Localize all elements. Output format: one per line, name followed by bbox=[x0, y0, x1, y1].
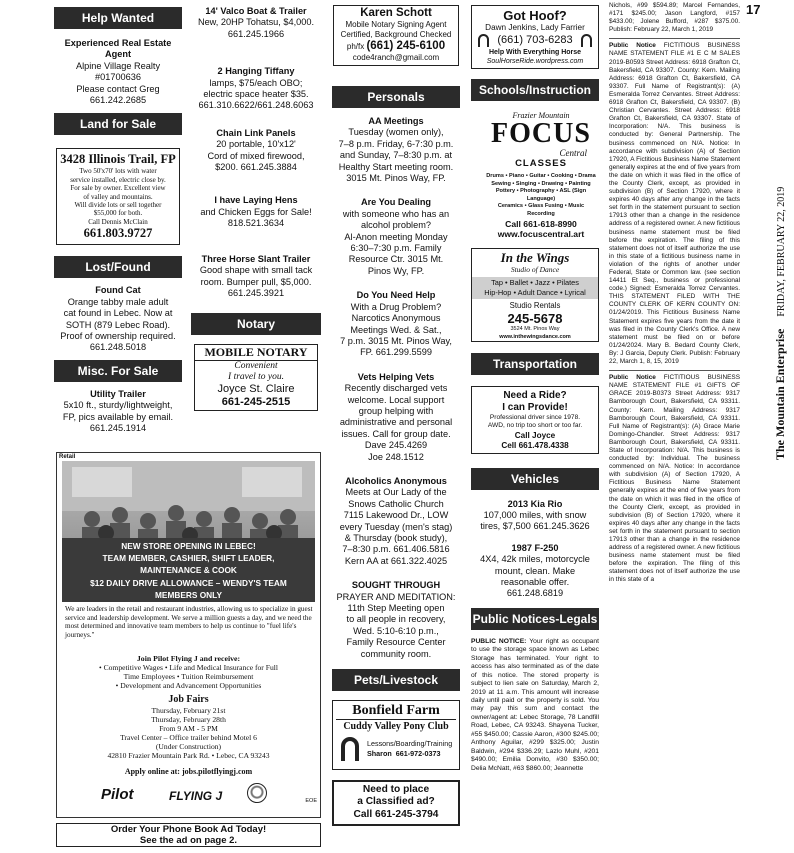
wings-title: In the Wings bbox=[500, 249, 570, 265]
pets-livestock-header: Pets/Livestock bbox=[332, 669, 460, 691]
bonfield-contact: Sharon bbox=[367, 749, 392, 759]
classified-ad bbox=[191, 6, 321, 40]
horseshoe-icon bbox=[341, 737, 359, 761]
column-3 bbox=[332, 0, 460, 853]
notice-separator bbox=[609, 38, 740, 39]
ad-line: and Chicken Eggs for Sale! bbox=[200, 206, 312, 217]
ad-line: Wed. 5:10-6:10 p.m., bbox=[353, 625, 439, 636]
schools-instruction-header: Schools/Instruction bbox=[471, 79, 599, 101]
ad-line: 7 p.m. 3015 Mt. Pinos Way, bbox=[340, 335, 452, 346]
retail-headline: MAINTENANCE & COOK bbox=[140, 565, 237, 576]
need-a-ride-ad bbox=[471, 386, 599, 454]
retail-headline: NEW STORE OPENING IN LEBEC! bbox=[121, 541, 256, 551]
hoof-name: Dawn Jenkins, Lady Farrier bbox=[485, 23, 585, 32]
ad-line: With a Drug Problem? bbox=[350, 301, 442, 312]
ad-line: 661.245.3921 bbox=[227, 287, 285, 298]
transportation-header: Transportation bbox=[471, 353, 599, 375]
notary-phone: 661-245-2515 bbox=[221, 396, 291, 409]
retail-benefit: Time Employees • Tuition Reimbursement bbox=[123, 672, 254, 681]
ad-title: 2013 Kia Rio bbox=[507, 498, 563, 509]
focus-title: FOCUS bbox=[491, 118, 591, 149]
masthead-name: The Mountain Enterprise bbox=[773, 328, 787, 460]
masthead-date: FRIDAY, FEBRUARY 22, 2019 bbox=[776, 186, 787, 317]
got-hoof-ad bbox=[471, 5, 599, 69]
ad-title: AA Meetings bbox=[368, 116, 424, 126]
ad-line: 661.242.2685 bbox=[89, 95, 147, 106]
apply-online: Apply online at: jobs.pilotflyingj.com bbox=[124, 767, 253, 776]
column-2 bbox=[191, 0, 321, 440]
notary-name: Joyce St. Claire bbox=[217, 383, 295, 396]
ad-line: Cord of mixed firewood, bbox=[207, 150, 305, 161]
ad-line: SOTH (879 Lebec Road). bbox=[65, 319, 171, 330]
ad-line: Joe 248.1512 bbox=[368, 451, 424, 462]
job-fair-line: (Under Construction) bbox=[155, 742, 222, 751]
karen-schott-ad bbox=[333, 5, 459, 66]
land-line: $55,000 for both. bbox=[93, 209, 143, 218]
horseshoe-icon bbox=[581, 34, 592, 47]
ad-title: Vets Helping Vets bbox=[357, 371, 435, 382]
ad-line: Snows Catholic Church bbox=[348, 498, 444, 509]
ad-line: 4X4, 42k miles, motorcycle bbox=[480, 554, 590, 565]
focus-url: www.focuscentral.art bbox=[497, 228, 585, 239]
ad-line: Tuesday (women only), bbox=[348, 127, 444, 138]
ad-title: Three Horse Slant Trailer bbox=[201, 253, 311, 264]
land-phone: 661.803.9727 bbox=[83, 226, 153, 241]
mobile-notary-ad bbox=[194, 344, 318, 411]
ad-line: and Sunday, 7–8:30 p.m. at bbox=[339, 150, 453, 161]
ad-line: Resource Ctr. 3015 Mt. bbox=[348, 254, 444, 265]
ad-line: Pinos Wy, FP. bbox=[367, 265, 425, 276]
wings-address: 3524 Mt. Pinos Way bbox=[510, 325, 560, 332]
personal-ad bbox=[332, 476, 460, 567]
ad-line: 3015 Mt. Pinos Way, FP. bbox=[346, 173, 446, 184]
ad-title: 2 Hanging Tiffany bbox=[217, 66, 295, 77]
personal-ad bbox=[332, 116, 460, 184]
in-the-wings-ad bbox=[471, 248, 599, 342]
ad-line: 661.310.6622/661.248.6063 bbox=[198, 100, 314, 111]
notice-text: FICTITIOUS BUSINESS NAME STATEMENT FILE #1 GIFTS OF GRACE 2019-B0373 Street Address: 9317 Bamborough Court, Bakersfield, CA 93311. County: Kern. Mailing Address: 9317 Bamborough Court, Bakersfield, CA 93311. Full Name of Registrant(s): (A) Grace Marie Domingo-Chandler. Street Address: 9317 Bamborough Court, Bakersfield, CA 93311. State of Incorporation: N/A. This business is conducted by: Individual. The business commenced on N/A. Notice: In accordance with subdivision (A) of Section 17920, A Fictitious Business Name Statement generally expires at the end of five years from the date on which it was filed in the office of the County Clerk, except, as provided in subdivision (B) of Section 17920, where it expires 40 days after any change in the facts set forth in the statement pursuant to section 17913 other than a change in the residence address of a registered owner. A new fictitious business name statement must be filed before the expiration. The filing of this statement does not of itself authorize the use in this state of a bbox=[609, 374, 741, 584]
ad-line: 7115 Lakewood Dr., LOW bbox=[343, 510, 449, 521]
focus-line: Ceramics • Glass Fusing • Music Recording bbox=[497, 203, 585, 217]
ad-line: Healthy Start meeting room. bbox=[338, 161, 454, 172]
ad-line: reasonable offer. bbox=[500, 577, 570, 587]
ad-line: Dave 245.4269 bbox=[364, 440, 428, 451]
karen-name: Karen Schott bbox=[360, 7, 432, 19]
retail-headline: TEAM MEMBER, CASHIER, SHIFT LEADER, bbox=[102, 553, 275, 564]
page-number: 17 bbox=[746, 2, 761, 17]
ad-line: PRAYER AND MEDITATION: bbox=[336, 591, 456, 602]
column-1 bbox=[54, 0, 182, 460]
ad-line: 7–8:30 p.m. 661.406.5816 bbox=[342, 544, 450, 555]
ad-title: Found Cat bbox=[95, 285, 141, 296]
personal-ad bbox=[332, 372, 460, 463]
notary-title: MOBILE NOTARY bbox=[195, 345, 317, 361]
hoof-phone: (661) 703-6283 bbox=[497, 34, 573, 46]
karen-phone-prefix: ph/fx bbox=[346, 42, 365, 51]
wings-url: www.inthewingsdance.com bbox=[499, 333, 571, 340]
retail-benefit: • Competitive Wages • Life and Medical Insurance for Full bbox=[99, 663, 278, 672]
bonfield-phone: 661-972-0373 bbox=[395, 749, 441, 759]
land-line: Call Dennis McClain bbox=[88, 217, 148, 226]
classified-ad bbox=[191, 254, 321, 300]
horseshoe-icon bbox=[478, 34, 489, 47]
ad-line: #01700636 bbox=[95, 72, 141, 83]
personal-ad bbox=[332, 197, 460, 277]
land-line: Will divide lots or sell together bbox=[74, 201, 162, 210]
ad-line: group helping with bbox=[358, 405, 434, 416]
ad-line: Meetings Wed. & Sat., bbox=[350, 324, 442, 335]
land-line: For sale by owner. Excellent view bbox=[70, 184, 166, 193]
ad-title: Utility Trailer bbox=[90, 388, 146, 399]
land-header: Land for Sale bbox=[54, 113, 182, 135]
notice-lead: PUBLIC NOTICE: bbox=[471, 637, 527, 645]
wings-classes: Tap • Ballet • Jazz • Pilates bbox=[491, 277, 579, 287]
retail-ad bbox=[56, 452, 321, 818]
ad-line: to all people in recovery, bbox=[346, 614, 446, 625]
notice-separator bbox=[609, 370, 740, 371]
classified-ad bbox=[191, 66, 321, 112]
ad-title: Experienced Real Estate Agent bbox=[64, 38, 172, 60]
land-line: service installed, electric close by. bbox=[70, 175, 166, 184]
ad-line: mount, clean. Make bbox=[494, 565, 576, 576]
retail-headline: $12 DAILY DRIVE ALLOWANCE – WENDY'S TEAM bbox=[90, 577, 287, 588]
job-fair-line: Travel Center – Office trailer behind Motel 6 bbox=[120, 733, 257, 742]
retail-benefit: • Development and Advancement Opportunities bbox=[115, 681, 262, 690]
karen-line: Mobile Notary Signing Agent bbox=[345, 20, 447, 29]
lost-found-ad bbox=[54, 285, 182, 353]
notice-text: FICTITIOUS BUSINESS NAME STATEMENT FILE #1 E C M SALES 2019-B0593 Street Address: 6918 Grafton Ct, Bakersfield, CA 93307. County: Kern. Mailing Address: 6918 Grafton Ct, Bakersfield, CA 93307. Full Name of Registrant(s): (A) Esmeralda Torrez Cervantes. Street Address: 6918 Grafton Ct, Bakersfield, CA 93307. (B) Christian Cervantes. Street Address: 6918 Grafton Ct, Bakersfield, CA 93307. State of Incorporation: N/A. This business is conducted by: General Partnership. The business commenced on N/A. Notice: In accordance with subdivision (A) of Section 17920, A Fictitious Business Name Statement generally expires at the end of five years from the date on which it was filed in the office of the County Clerk, except, as provided in subdivision (B) of Section 17920, where it expires 40 days after any change in the facts set forth in the statement pursuant to section 17913 other than a change in the residence address of a registered owner. A new fictitious business name statement must be filed before the expiration. The filing of this statement does not of itself authorize the use in this state of a fictitious business name in violation of the rights of another under Federal, State or Common law. (see section 14411 Et Seq., business or professional code.) Signed: Esmeralda Torrez Cervantes. THIS STATEMENT FILED WITH THE COUNTY CLERK OF KERN COUNTY ON: 01/24/2019. This Fictitious Business Name Statement expires five years from the date it was filed in the County Clerk's Office. A new statement must be filed on or before 01/24/2024. Mary B. Bedard County Clerk, By: J Garcia, Deputy Clerk. Publish: February 22, March 1, 8, 15, 2019 bbox=[609, 42, 741, 366]
help-wanted-ad bbox=[54, 38, 182, 106]
ad-line: tires, $7,500 661.245.3626 bbox=[480, 521, 590, 532]
notary-tagline: I travel to you. bbox=[228, 372, 284, 383]
focus-top: Frazier Mountain bbox=[512, 111, 570, 120]
notice-lead: Public Notice bbox=[609, 374, 656, 382]
flying-j-logo: FLYING J bbox=[169, 789, 223, 803]
focus-central: Central bbox=[559, 148, 587, 158]
focus-line: Pottery • Photography • ASL (Sign Language) bbox=[495, 188, 587, 202]
eoe-label: EOE bbox=[305, 798, 317, 804]
misc-ad bbox=[54, 389, 182, 435]
wings-subtitle: Studio of Dance bbox=[510, 264, 560, 274]
focus-line: Sewing • Singing • Drawing • Painting bbox=[491, 180, 591, 187]
ad-title: I have Laying Hens bbox=[214, 195, 298, 206]
ad-title: Do You Need Help bbox=[356, 290, 436, 301]
ad-line: 661.248.5018 bbox=[89, 342, 147, 353]
ad-line: FP. 661.299.5599 bbox=[360, 347, 432, 358]
job-fair-line: Thursday, February 28th bbox=[151, 715, 226, 724]
land-title: 3428 Illinois Trail, FP bbox=[60, 152, 176, 167]
focus-classes-ad bbox=[485, 111, 597, 239]
ad-line: 661.248.6819 bbox=[506, 588, 564, 599]
focus-phone: Call 661-618-8990 bbox=[505, 218, 577, 229]
vehicle-ad bbox=[471, 499, 599, 533]
ad-line: with someone who has an bbox=[342, 208, 450, 219]
ride-line: AWD, no trip too short or too far. bbox=[487, 422, 583, 430]
karen-line: Certified, Background Checked bbox=[340, 30, 452, 39]
ad-line: community room. bbox=[360, 648, 432, 659]
job-fairs-title: Job Fairs bbox=[168, 694, 209, 705]
column-5 bbox=[609, 0, 740, 853]
hoof-tagline: Help With Everything Horse bbox=[488, 49, 582, 56]
place-classified-ad bbox=[332, 780, 460, 826]
ad-line: & Thursday (book study), bbox=[344, 533, 448, 543]
ad-line: Please contact Greg bbox=[76, 83, 160, 94]
ad-line: Recently discharged vets bbox=[344, 383, 448, 394]
help-wanted-header: Help Wanted bbox=[54, 7, 182, 29]
masthead-vertical bbox=[744, 20, 787, 460]
ad-line: 5x10 ft., sturdy/lightweight, bbox=[63, 400, 173, 411]
column-4 bbox=[471, 0, 599, 853]
ad-line: Good shape with small tack bbox=[199, 265, 313, 276]
bonfield-farm-ad bbox=[332, 700, 460, 770]
ad-line: FP, pics available by email. bbox=[62, 411, 174, 422]
ad-line: 818.521.3634 bbox=[227, 218, 285, 229]
order-line: See the ad on page 2. bbox=[139, 834, 238, 846]
ad-line: Proof of ownership required. bbox=[60, 330, 176, 341]
bonfield-services: Lessons/Boarding/Training bbox=[367, 739, 453, 749]
personal-ad bbox=[332, 580, 460, 660]
vehicles-header: Vehicles bbox=[471, 468, 599, 490]
retail-intro: We are leaders in the retail and restaurant industries, allowing us to specialize in guest service and leadership development. We serve a million guests a day, and we need the most determined and innovative team members to help us continue to "fuel life's journeys." bbox=[65, 605, 313, 639]
notice-text: Your right as occupant to use the storage space known as Lebec Storage has terminated. Your right to access has also terminated as of the date of this notice. The stored property is subject to lien sale on Saturday, March 2, 2019 at 11 a.m. This amount will increase daily until paid or the property is sold. You may pay this sum and contact the owner/agent at: Lebec Storage, 78 Landfill Road, Lebec, CA 93243. Shayena Tucker, #55 $450.00; Cassie Aaron, #300 $245.00; Anthony Aguilar, #299 $325.00; Justin Baldwin, #294 $336.29; Lazlo Muhl, #201 $490.00; Emilia Donvito, #30 $350.00; Delia McNatt, #63 $860.00; Jeannette bbox=[471, 637, 599, 772]
classified-line: Need to place bbox=[362, 784, 430, 796]
hoof-title: Got Hoof? bbox=[503, 8, 567, 23]
focus-line: Drums • Piano • Guitar • Cooking • Drama bbox=[486, 173, 596, 179]
ride-line: Professional driver since 1978. bbox=[489, 413, 581, 421]
ad-title: Chain Link Panels bbox=[216, 127, 296, 138]
order-phone-book-ad bbox=[56, 823, 321, 847]
ad-line: Meets at Our Lady of the bbox=[345, 487, 447, 498]
ad-title: Alcoholics Anonymous bbox=[345, 475, 447, 486]
ad-line: electric space heater $35. bbox=[203, 89, 309, 100]
pilot-logo: Pilot bbox=[101, 786, 134, 803]
job-fair-line: 42810 Frazier Mountain Park Rd. • Lebec, CA 93243 bbox=[107, 751, 270, 760]
ad-line: Family Resource Center bbox=[346, 637, 446, 648]
retail-headline-box bbox=[62, 538, 315, 602]
bonfield-name: Bonfield Farm bbox=[336, 703, 456, 720]
wings-rentals: Studio Rentals bbox=[509, 300, 561, 310]
ad-line: Alpine Village Realty bbox=[75, 60, 161, 71]
classified-line: a Classified ad? bbox=[357, 796, 435, 808]
ad-line: alcohol problem? bbox=[361, 220, 431, 231]
ride-line: Need a Ride? bbox=[503, 389, 567, 401]
lost-found-header: Lost/Found bbox=[54, 256, 182, 278]
job-fair-line: From 9 AM - 5 PM bbox=[159, 724, 218, 733]
order-line: Order Your Phone Book Ad Today! bbox=[110, 824, 267, 835]
land-line: of valley and mountains. bbox=[83, 192, 153, 201]
ad-line: 11th Step Meeting open bbox=[347, 603, 445, 614]
ad-title: 1987 F-250 bbox=[511, 542, 559, 553]
ad-line: Orange tabby male adult bbox=[67, 296, 169, 307]
ad-line: 661.245.1914 bbox=[89, 422, 147, 433]
karen-email: code4ranch@gmail.com bbox=[352, 53, 440, 62]
fictitious-business-notice bbox=[609, 374, 740, 584]
personal-ad bbox=[332, 290, 460, 358]
notary-tagline: Convenient bbox=[234, 361, 278, 372]
ad-line: issues. Call for group date. bbox=[341, 428, 451, 439]
personals-header: Personals bbox=[332, 86, 460, 108]
ad-line: administrative and personal bbox=[339, 417, 453, 428]
job-fair-line: Thursday, February 21st bbox=[151, 706, 226, 715]
land-ad bbox=[56, 148, 180, 245]
ad-line: New, 20HP Tohatsu, $4,000. bbox=[197, 17, 315, 28]
ad-line: 661.245.1966 bbox=[227, 28, 285, 39]
public-notice bbox=[471, 638, 599, 773]
notice-lead: Public Notice bbox=[609, 42, 656, 50]
focus-classes: CLASSES bbox=[515, 158, 567, 169]
classified-ad bbox=[191, 128, 321, 174]
ad-line: 7–8 p.m. Friday, 6-7:30 p.m. bbox=[338, 138, 454, 149]
karen-phone: (661) 245-6100 bbox=[366, 40, 446, 52]
ride-line: Call Joyce bbox=[514, 430, 556, 440]
ad-line: 107,000 miles, with snow bbox=[483, 509, 587, 520]
ride-phone: Cell 661.478.4338 bbox=[501, 440, 569, 450]
classified-ad bbox=[191, 195, 321, 229]
ad-title: SOUGHT THROUGH bbox=[351, 580, 441, 591]
wendys-logo-icon bbox=[247, 783, 267, 803]
retail-headline: MEMBERS ONLY bbox=[155, 589, 222, 600]
fictitious-business-notice bbox=[609, 42, 740, 366]
ad-line: Kern AA at 661.322.4025 bbox=[344, 555, 448, 566]
notary-header: Notary bbox=[191, 313, 321, 335]
ride-line: I can Provide! bbox=[502, 401, 568, 413]
ad-line: Narcotics Anonymous bbox=[351, 313, 441, 324]
ad-line: welcome. Local support bbox=[347, 394, 445, 405]
retail-label: Retail bbox=[59, 454, 76, 460]
misc-for-sale-header: Misc. For Sale bbox=[54, 360, 182, 382]
ad-title: Are You Dealing bbox=[360, 197, 432, 208]
ad-line: Al-Anon meeting Monday bbox=[344, 231, 448, 242]
wings-phone: 245-5678 bbox=[507, 310, 563, 326]
retail-join: Join Pilot Flying J and receive: bbox=[136, 654, 241, 663]
classified-phone: Call 661-245-3794 bbox=[353, 808, 439, 820]
ad-line: lamps, $75/each OBO; bbox=[209, 77, 303, 88]
ad-line: 20 portable, 10'x12' bbox=[216, 139, 296, 150]
ad-line: cat found in Lebec. Now at bbox=[63, 308, 173, 319]
ad-title: 14' Valco Boat & Trailer bbox=[205, 6, 307, 16]
land-line: Two 50'x70' lots with water bbox=[79, 167, 157, 176]
public-notices-header: Public Notices-Legals bbox=[471, 608, 599, 630]
wings-classes: Hip-Hop • Adult Dance • Lyrical bbox=[484, 287, 586, 297]
notice-continued: Nichols, #99 $594.89; Marcel Fernandes, #171 $245.00; Jason Langford, #157 $433.00; Jolene Bufford, #287 $375.00. Publish: February 22, March 1, 2019 bbox=[609, 2, 740, 34]
vehicle-ad bbox=[471, 543, 599, 600]
ad-line: $200. 661.245.3884 bbox=[215, 162, 297, 173]
ad-line: room. Bumper pull, $5,000. bbox=[200, 276, 312, 287]
ad-line: every Tuesday (men's stag) bbox=[339, 521, 453, 532]
bonfield-subtitle: Cuddy Valley Pony Club bbox=[343, 721, 449, 733]
hoof-url: SoulHorseRide.wordpress.com bbox=[486, 58, 584, 65]
ad-line: 6:30–7:30 p.m. Family bbox=[350, 243, 442, 254]
